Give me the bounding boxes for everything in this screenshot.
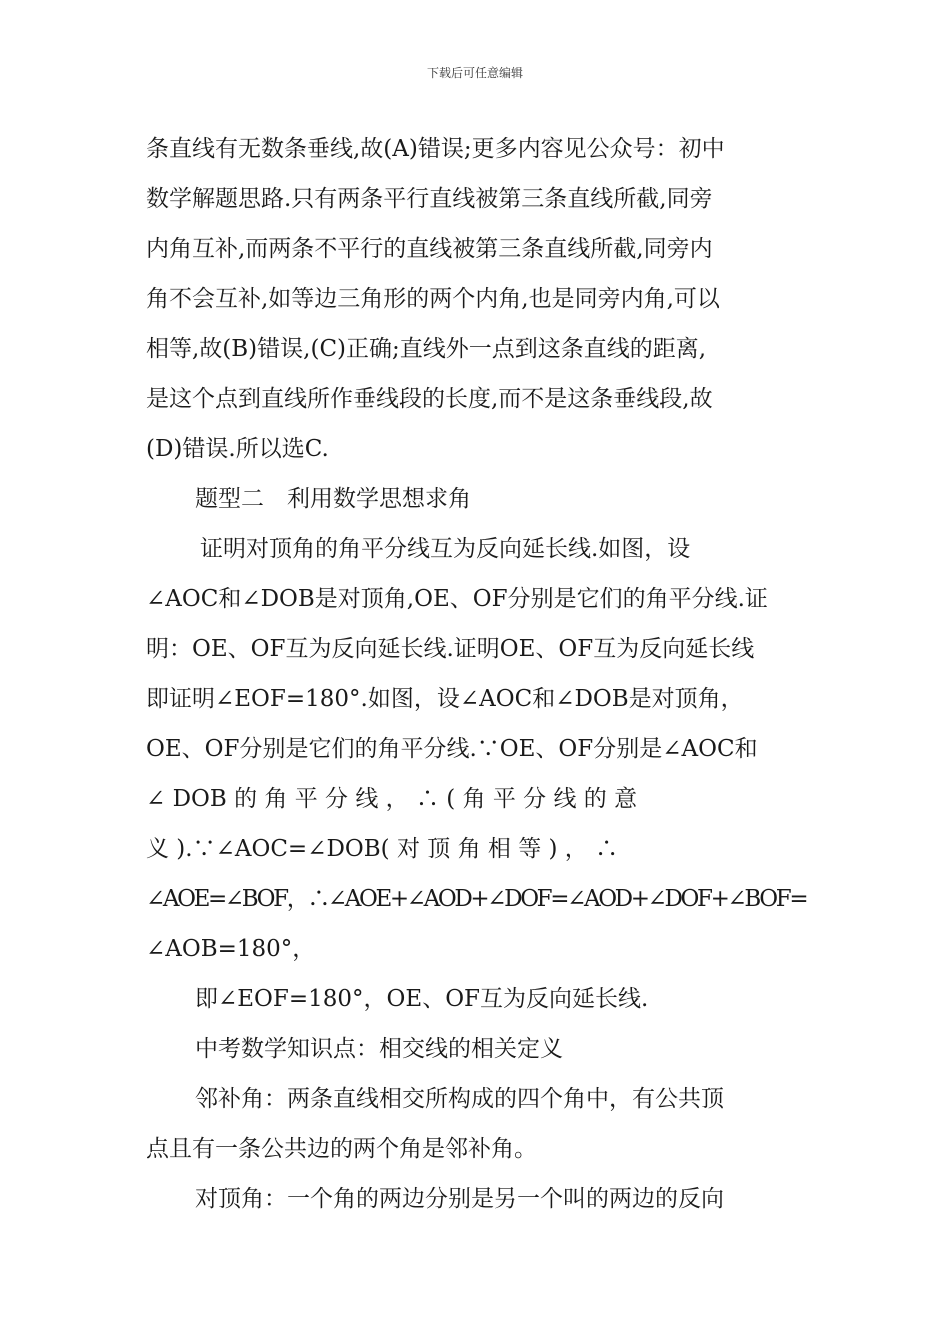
text-line: 数学解题思路.只有两条平行直线被第三条直线所截,同旁 [146,186,713,212]
text-line: 相等,故(B)错误,(C)正确;直线外一点到这条直线的距离, [146,336,707,362]
text-line: 邻补角：两条直线相交所构成的四个角中，有公共顶 [195,1086,724,1112]
section-heading: 中考数学知识点：相交线的相关定义 [195,1036,563,1062]
text-line: 内角互补,而两条不平行的直线被第三条直线所截,同旁内 [146,236,713,262]
page-header: 下载后可任意编辑 [426,66,523,80]
text-line: 是这个点到直线所作垂线段的长度,而不是这条垂线段,故 [146,386,713,412]
text-line: 明：OE、OF互为反向延长线.证明OE、OF互为反向延长线 [146,636,755,662]
text-line: 义 ).∵∠AOC=∠DOB( 对 顶 角 相 等 ) ， ∴ [146,836,619,862]
text-line: 角不会互补,如等边三角形的两个内角,也是同旁内角,可以 [146,286,720,312]
text-line: OE、OF分别是它们的角平分线.∵OE、OF分别是∠AOC和 [146,736,758,762]
text-line: ∠AOC和∠DOB是对顶角,OE、OF分别是它们的角平分线.证 [146,586,768,612]
text-line: ∠ DOB 的 角 平 分 线 ， ∴ ( 角 平 分 线 的 意 [146,786,638,812]
text-line: 对顶角：一个角的两边分别是另一个叫的两边的反向 [195,1186,724,1212]
text-line: 证明对顶角的角平分线互为反向延长线.如图，设 [200,536,691,562]
text-line: (D)错误.所以选C. [146,436,329,462]
text-line: ∠AOE=∠BOF，∴∠AOE+∠AOD+∠DOF=∠AOD+∠DOF+∠BOF= [146,886,807,912]
text-line: 条直线有无数条垂线,故(A)错误;更多内容见公众号：初中 [146,136,725,162]
text-line: ∠AOB=180°， [146,936,316,962]
text-line: 点且有一条公共边的两个角是邻补角。 [146,1136,537,1162]
text-line: 即证明∠EOF=180°.如图，设∠AOC和∠DOB是对顶角， [146,686,744,712]
text-line: 即∠EOF=180°，OE、OF互为反向延长线. [195,986,649,1012]
section-heading: 题型二 利用数学思想求角 [195,486,471,512]
